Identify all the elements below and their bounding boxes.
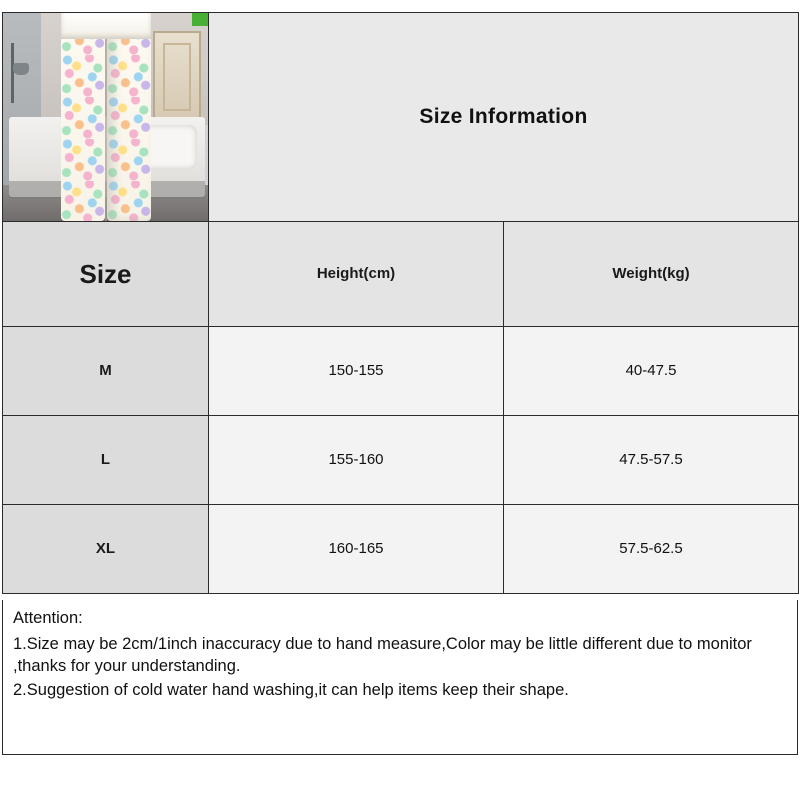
cell-size-value: M xyxy=(99,362,112,379)
table-row xyxy=(3,327,799,416)
cell-height-value: 150-155 xyxy=(328,362,384,379)
cell-weight-value: 57.5-62.5 xyxy=(619,540,683,557)
title-cell xyxy=(209,13,799,222)
cell-size xyxy=(3,505,209,594)
cell-height xyxy=(209,327,504,416)
pajama-pants-garment xyxy=(61,13,153,221)
column-header-size xyxy=(3,222,209,327)
table-header-row xyxy=(3,222,799,327)
cell-height xyxy=(209,416,504,505)
cell-height-value: 160-165 xyxy=(328,540,384,557)
column-header-height-label: Height(cm) xyxy=(316,265,396,282)
table-row xyxy=(3,505,799,594)
cell-height xyxy=(209,505,504,594)
column-header-weight xyxy=(504,222,799,327)
attention-heading: Attention: xyxy=(13,609,83,627)
cell-height-value: 155-160 xyxy=(328,451,384,468)
attention-block xyxy=(2,600,798,755)
lamp-icon xyxy=(13,63,29,75)
pants-waistband xyxy=(61,13,151,39)
cell-weight xyxy=(504,416,799,505)
attention-note-2: 2.Suggestion of cold water hand washing,it can help items keep their shape. xyxy=(13,681,569,700)
cell-size-value: XL xyxy=(95,540,116,557)
cell-weight xyxy=(504,327,799,416)
pants-left-leg xyxy=(61,13,105,221)
photo-headboard xyxy=(153,31,201,123)
pants-center-seam xyxy=(105,37,107,221)
table-row-header-top xyxy=(3,13,799,222)
column-header-weight-label: Weight(kg) xyxy=(612,265,690,282)
column-header-height xyxy=(209,222,504,327)
pants-right-leg xyxy=(107,13,151,221)
green-corner-tag-icon xyxy=(192,13,208,26)
cell-size xyxy=(3,416,209,505)
cell-size-value: L xyxy=(100,451,111,468)
product-photo xyxy=(3,13,208,221)
table-row xyxy=(3,416,799,505)
attention-note-1: 1.Size may be 2cm/1inch inaccuracy due to hand measure,Color may be little different due to monitor ,thanks for your understanding. xyxy=(13,634,752,675)
cell-weight-value: 40-47.5 xyxy=(625,362,677,379)
column-header-size-label: Size xyxy=(79,258,132,289)
cell-weight xyxy=(504,505,799,594)
cell-weight-value: 47.5-57.5 xyxy=(619,451,683,468)
page-title: Size Information xyxy=(419,105,588,128)
size-information-table xyxy=(2,12,799,594)
product-photo-cell xyxy=(3,13,209,222)
photo-lamp-stand xyxy=(11,43,14,103)
cell-size xyxy=(3,327,209,416)
